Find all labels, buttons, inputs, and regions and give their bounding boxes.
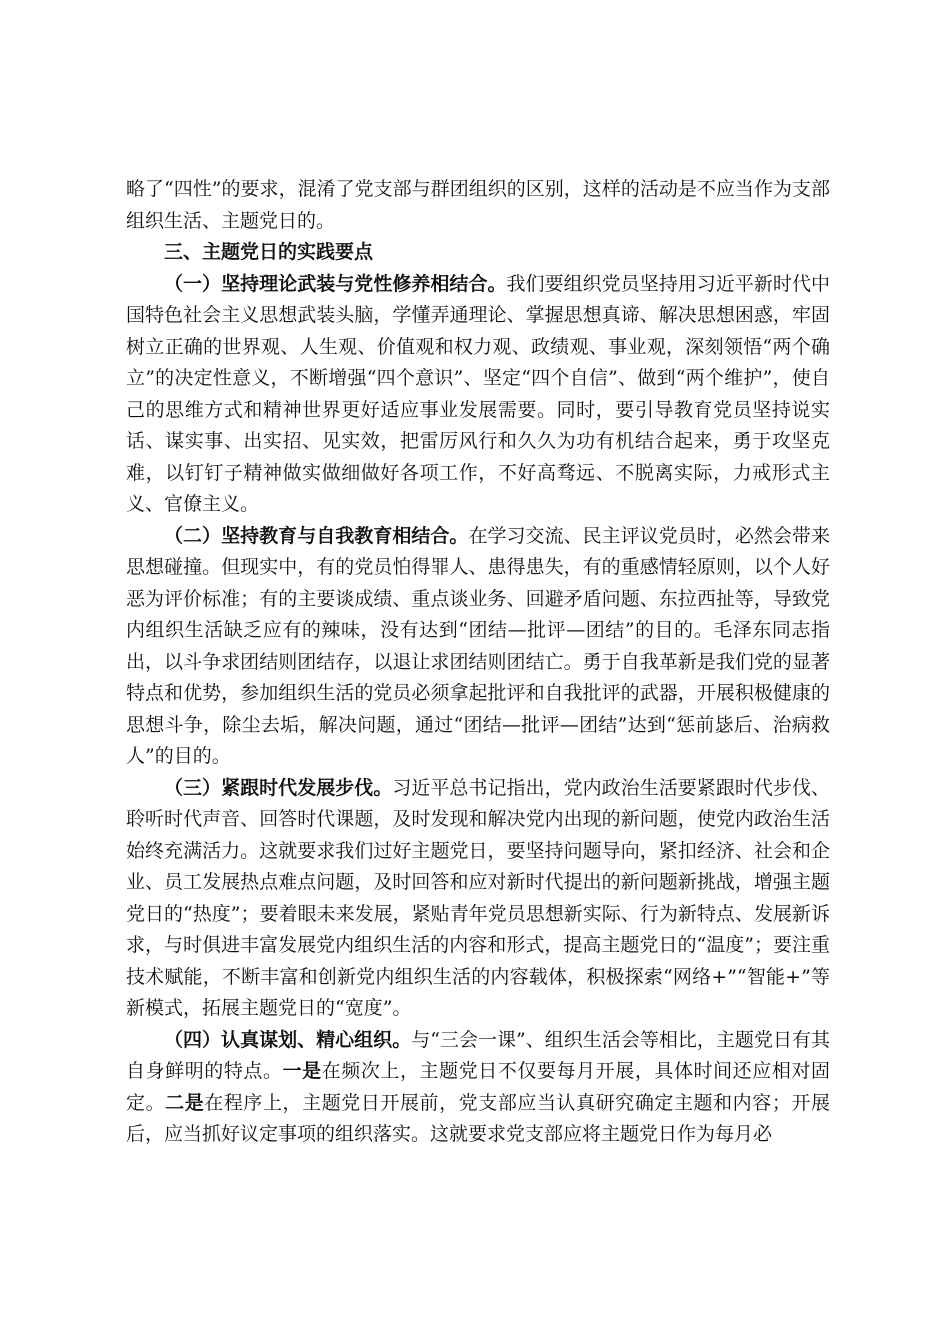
paragraph-4-body-3: 在程序上，主题党日开展前，党支部应当认真研究确定主题和内容；开展后，应当抓好议定事项的组织落实。这就要求党支部应将主题党日作为每月必 (126, 1091, 830, 1145)
paragraph-4-lead: （四）认真谋划、精心组织。 (164, 1028, 412, 1051)
paragraph-4-bold-1: 一是 (282, 1060, 322, 1082)
paragraph-1-lead: （一）坚持理论武装与党性修养相结合。 (164, 272, 507, 295)
paragraph-continued: 略了“四性”的要求，混淆了党支部与群团组织的区别，这样的活动是不应当作为支部组织生活、主题党日的。 (126, 178, 830, 232)
paragraph-1 (126, 269, 830, 521)
paragraph-2-body: 在学习交流、民主评议党员时，必然会带来思想碰撞。但现实中，有的党员怕得罪人、患得患失，有的重感情轻原则，以个人好恶为评价标准；有的主要谈成绩、重点谈业务、回避矛盾问题、东拉西扯等，导致党内组织生活缺乏应有的辣味，没有达到“团结—批评—团结”的目的。毛泽东同志指出，以斗争求团结则团结存，以退让求团结则团结亡。勇于自我革新是我们党的显著特点和优势，参加组织生活的党员必须拿起批评和自我批评的武器，开展积极健康的思想斗争，除尘去垢，解决问题，通过“团结—批评—团结”达到“惩前毖后、治病救人”的目的。 (126, 524, 830, 767)
paragraph-1-body: 我们要组织党员坚持用习近平新时代中国特色社会主义思想武装头脑，学懂弄通理论、掌握思想真谛、解决思想困惑，牢固树立正确的世界观、人生观、价值观和权力观、政绩观、事业观，深刻领悟“两个确立”的决定性意义，不断增强“四个意识”、坚定“四个自信”、做到“两个维护”，使自己的思维方式和精神世界更好适应事业发展需要。同时，要引导教育党员坚持说实话、谋实事、出实招、见实效，把雷厉风行和久久为功有机结合起来，勇于攻坚克难，以钉钉子精神做实做细做好各项工作，不好高骛远、不脱离实际，力戒形式主义、官僚主义。 (126, 272, 830, 515)
section-heading: 三、主题党日的实践要点 (164, 241, 374, 263)
paragraph-3 (126, 773, 830, 1025)
paragraph-2 (126, 521, 830, 773)
paragraph-4-body-2: 在频次上，主题党日不仅要每月开展，具体时间还应相对固定。 (126, 1060, 830, 1114)
paragraph-3-body: 习近平总书记指出，党内政治生活要紧跟时代步伐、聆听时代声音、回答时代课题，及时发现和解决党内出现的新问题，使党内政治生活始终充满活力。这就要求我们过好主题党日，要坚持问题导向，紧扣经济、社会和企业、员工发展热点难点问题，及时回答和应对新时代提出的新问题新挑战，增强主题党日的“热度”；要着眼未来发展，紧贴青年党员思想新实际、行为新特点、发展新诉求，与时俱进丰富发展党内组织生活的内容和形式，提高主题党日的“温度”；要注重技术赋能，不断丰富和创新党内组织生活的内容载体，积极探索“网络+”“智能+”等新模式，拓展主题党日的“宽度”。 (126, 776, 830, 1019)
paragraph-3-lead: （三）紧跟时代发展步伐。 (164, 776, 393, 799)
paragraph-4-bold-2: 二是 (165, 1091, 205, 1114)
document-body (126, 174, 830, 1151)
paragraph-2-lead: （二）坚持教育与自我教育相结合。 (164, 524, 469, 547)
paragraph-4 (126, 1025, 830, 1151)
paragraph-4-body-1: 与“三会一课”、组织生活会等相比，主题党日有其自身鲜明的特点。 (126, 1028, 830, 1082)
